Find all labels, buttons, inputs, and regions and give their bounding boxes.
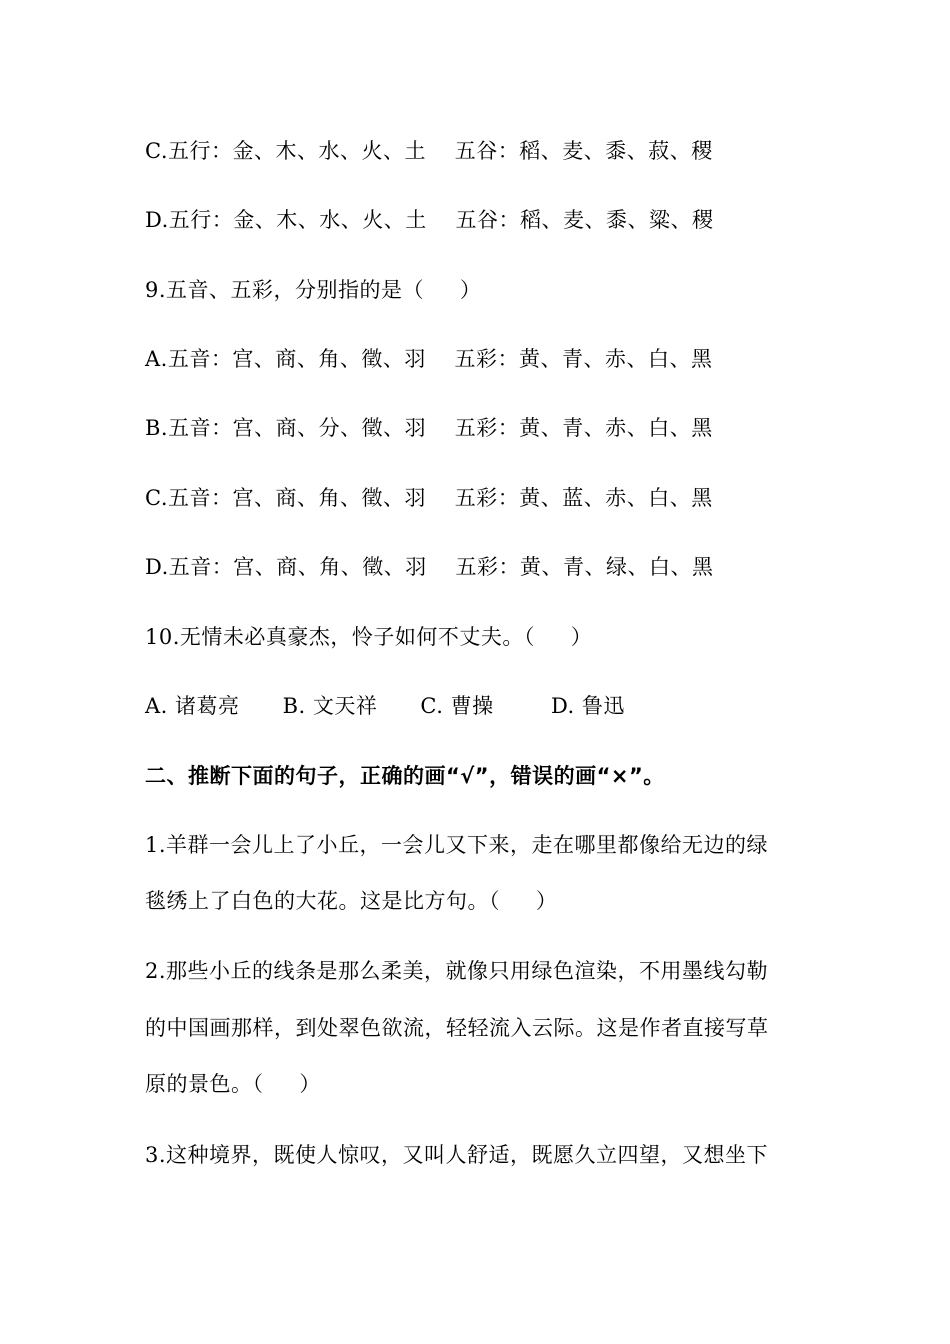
q9-option-c: C.五音：宫、商、角、徵、羽 五彩：黄、蓝、赤、白、黑 <box>145 486 713 510</box>
s2-q3-line1: 3.这种境界，既使人惊叹，又叫人舒适，既愿久立四望，又想坐下 <box>145 1143 769 1167</box>
q8-option-d: D.五行：金、木、水、火、土 五谷：稻、麦、黍、粱、稷 <box>145 208 714 232</box>
s2-q2-line3: 原的景色。（ ） <box>145 1072 321 1096</box>
q10-stem: 10.无情未必真豪杰，怜子如何不丈夫。（ ） <box>145 625 593 649</box>
q9-stem: 9.五音、五彩，分别指的是（ ） <box>145 278 482 302</box>
q10-options: A. 诸葛亮 B. 文天祥 C. 曹操 D. 鲁迅 <box>145 694 625 718</box>
q9-option-a: A.五音：宫、商、角、徵、羽 五彩：黄、青、赤、白、黑 <box>145 347 713 371</box>
s2-q2-line2: 的中国画那样，到处翠色欲流，轻轻流入云际。这是作者直接写草 <box>145 1016 769 1040</box>
q9-option-b: B.五音：宫、商、分、徵、羽 五彩：黄、青、赤、白、黑 <box>145 416 713 440</box>
s2-q1-line2: 毯绣上了白色的大花。这是比方句。（ ） <box>145 889 558 913</box>
q9-option-d: D.五音：宫、商、角、徵、羽 五彩：黄、青、绿、白、黑 <box>145 555 714 579</box>
s2-q2-line1: 2.那些小丘的线条是那么柔美，就像只用绿色渲染，不用墨线勾勒 <box>145 959 769 983</box>
q8-option-c: C.五行：金、木、水、火、土 五谷：稻、麦、黍、菽、稷 <box>145 139 713 163</box>
s2-q1-line1: 1.羊群一会儿上了小丘，一会儿又下来，走在哪里都像给无边的绿 <box>145 833 769 857</box>
section2-heading: 二、推断下面的句子，正确的画“√”，错误的画“×”。 <box>145 764 665 788</box>
